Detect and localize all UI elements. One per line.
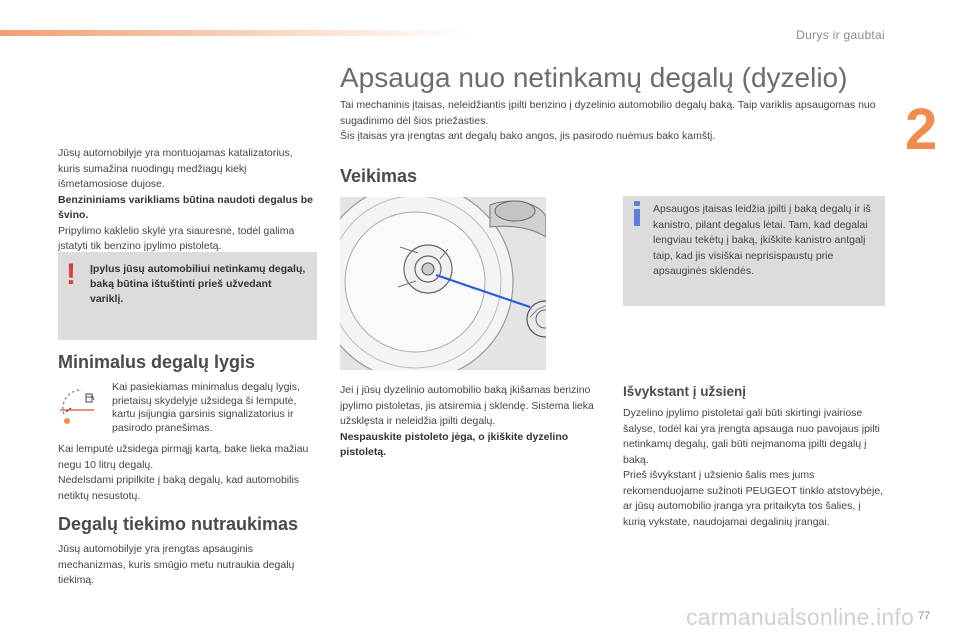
main-intro-line: Šis įtaisas yra įrengtas ant degalų bako angos, jis pasirodo nuėmus bako kamštį.	[340, 130, 716, 142]
page-number: 77	[918, 610, 931, 622]
info-icon	[633, 201, 641, 225]
section-label: Durys ir gaubtai	[796, 28, 885, 42]
fuel-cutoff-text: Jūsų automobilyje yra įrengtas apsauginis mechanizmas, kuris smūgio metu nutraukia degalų tiekimą.	[58, 543, 295, 586]
info-text: Apsaugos įtaisas leidžia įpilti į baką degalų ir iš kanistro, pilant degalus lėtai. Tam, kad degalai lengviau tekėtų į baką, įkiškite kanistro antgalį taip, kad jis visiškai neprisispaustų prie apsauginės sklendės.	[653, 203, 871, 277]
operation-heading: Veikimas	[340, 166, 418, 186]
left-intro	[58, 146, 316, 255]
warning-box	[58, 252, 317, 340]
watermark: carmanualsonline.info	[686, 604, 914, 630]
info-box	[623, 196, 885, 306]
main-intro	[340, 98, 885, 145]
main-intro-line: Tai mechaninis įtaisas, neleidžiantis įpilti benzino į dyzelinio automobilio degalų baką. Taip variklis apsaugomas nuo sugadinimo dėl šios priežasties.	[340, 99, 876, 127]
fuel-filler-illustration	[340, 197, 546, 370]
fuel-cutoff-heading: Degalų tiekimo nutraukimas	[58, 514, 299, 534]
page-title: Apsauga nuo netinkamų degalų (dyzelio)	[340, 62, 848, 93]
chapter-number: 2	[905, 97, 938, 162]
min-level-text-line: Kai lemputė užsidega pirmąjį kartą, bake lieka mažiau negu 10 litrų degalų.	[58, 443, 309, 471]
abroad-text	[623, 406, 885, 530]
operation-text	[340, 383, 595, 461]
header-accent-bar	[0, 30, 470, 36]
left-intro-line: Jūsų automobilyje yra montuojamas katalizatorius, kuris sumažina nuodingų medžiagų kiekį išmetamosiose dujose.	[58, 147, 293, 190]
min-level-icon-note: Kai pasiekiamas minimalus degalų lygis, prietaisų skydelyje užsidega ši lemputė, kartu įsijungia garsinis signalizatorius ir pasirodo pranešimas.	[112, 381, 300, 434]
operation-text-bold: Nespauskite pistoleto jėga, o įkiškite dyzelino pistoletą.	[340, 430, 569, 458]
abroad-text-line: Prieš išvykstant į užsienio šalis mes jums rekomenduojame sužinoti PEUGEOT tinklo atstovybėje, ar jūsų automobilio įranga yra pritaikyta tos šalies, į kurią vykstate, naudojamai degalinių įrangai.	[623, 469, 884, 528]
exclamation-icon: !	[66, 258, 76, 291]
operation-text-line: Jei į jūsų dyzelinio automobilio baką įkišamas benzino įpylimo pistoletas, jis atsiremia į sklendę. Sistema lieka užsklęsta ir neleidžia įpilti degalų.	[340, 384, 594, 427]
min-level-text	[58, 442, 316, 504]
abroad-heading: Išvykstant į užsienį	[623, 384, 747, 399]
min-level-text-line: Nedelsdami pripilkite į baką degalų, kad automobilis netiktų nesustotų.	[58, 474, 300, 502]
left-intro-line-bold: Benzininiams varikliams būtina naudoti degalus be švino.	[58, 193, 313, 221]
left-intro-line: Pripylimo kaklelio skylė yra siauresnė, todėl galima įstatyti tik benzino įpylimo pistoletą.	[58, 224, 295, 252]
warning-text: Įpylus jūsų automobiliui netinkamų degalų, baką būtina ištuštinti prieš užvedant variklį.	[90, 263, 306, 305]
fuel-gauge-icon	[58, 380, 103, 426]
min-level-heading: Minimalus degalų lygis	[58, 352, 256, 372]
abroad-text-line: Dyzelino įpylimo pistoletai gali būti skirtingi įvairiose šalyse, todėl kai yra įrengta apsauga nuo pavojaus įpilti netinkamų degalų, gali būti neįmanoma įpilti degalų į baką.	[623, 407, 880, 466]
